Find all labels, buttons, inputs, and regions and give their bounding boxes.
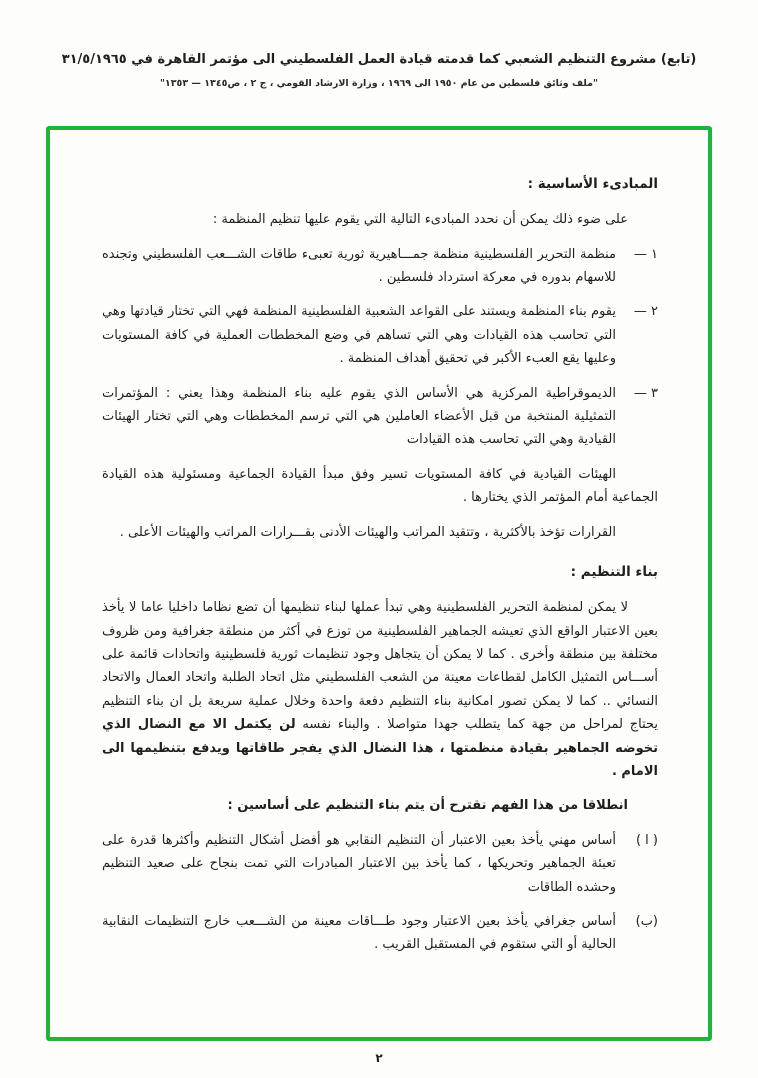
paragraph-leadership: الهيئات القيادية في كافة المستويات تسير وفق مبدأ القيادة الجماعية ومسئولية هذه القيادة الجماعية أمام المؤتمر الذي يختارها . <box>102 466 658 506</box>
page-footer <box>0 1047 758 1066</box>
item-text: منظمة التحرير الفلسطينية منظمة جمـــاهيرية ثورية تعبىء طاقات الشـــعب الفلسطيني وتجنده للاسهام بدوره في معركة استرداد فلسطين . <box>102 246 616 286</box>
lettered-item-b <box>102 910 658 957</box>
paragraph-building <box>102 596 658 783</box>
paragraph-decisions: القرارات تؤخذ بالأكثرية ، وتتقيد المراتب والهيئات الأدنى بقـــرارات المراتب والهيئات الأعلى . <box>119 524 616 540</box>
item-number: ٢ — <box>633 304 658 320</box>
item-text: يقوم بناء المنظمة ويستند على القواعد الشعبية الفلسطينية المنظمة فهي التي تختار قيادتها وهي التي تحاسب هذه القيادات وهي التي تساهم في وضع المخططات العملية في كافة المستويات وعليها يقع العبء الأكبر في تحقيق أهداف المنظمة . <box>102 304 616 367</box>
document-header <box>0 0 758 89</box>
item-text: أساس مهني يأخذ بعين الاعتبار أن التنظيم النقابي هو أفضل أشكال التنظيم وأكثرها قدرة على تعبئة الجماهير وتحريكها ، كما يأخذ بين الاعتبار المبادرات التي تمت بنجاح على صعيد التنظيم وحشده الطاقات <box>102 832 616 895</box>
item-text: الديموقراطية المركزية هي الأساس الذي يقوم عليه بناء المنظمة وهذا يعني : المؤتمرات التمثيلية المنتخبة من قبل الأعضاء العاملين هي التي ترسم المخططات وهي التي تختار الهيئات القيادية وهي التي تحاسب هذه القيادات <box>102 385 616 448</box>
paragraph-building-normal: لا يمكن لمنظمة التحرير الفلسطينية وهي تبدأ عملها لبناء تنظيمها أن تضع نظاما داخليا عاما لا يأخذ بعين الاعتبار الواقع الذي تعيشه الجماهير الفلسطينية من توزع في أكثر من منطقة جغرافية ومن ظروف مختلفة بين منطقة وأخرى . كما لا يمكن أن يتجاهل وجود تنظيمات ثورية فلسطينية واتحادات قائمة على أســـاس التمثيل الكامل لقطاعات معينة من الشعب الفلسطيني مثل اتحاد الطلبة واتحاد العمال والاتحاد النسائي .. كما لا يمكن تصور امكانية بناء التنظيم دفعة واحدة وخلال عملية سريعة بل ان بناء التنظيم يحتاج لمراحل من جهة كما يتطلب جهدا متواصلا . والبناء نفسه <box>102 600 658 733</box>
lettered-item-a <box>102 829 658 899</box>
green-content-frame <box>46 126 712 1041</box>
section-title-principles: المبادىء الأساسية : <box>527 176 658 192</box>
item-letter: ( ا ) <box>635 832 658 848</box>
paragraph-proposal: انطلاقا من هذا الفهم نقترح أن يتم بناء التنظيم على أساسين : <box>227 798 628 814</box>
paragraph-building-bold: لن يكتمل الا مع النضال الذي تخوضه الجماهير بقيادة منظمتها ، هذا النضال الذي يفجر طاقاتها ويدفع بتنظيمها الى الامام . <box>102 717 658 780</box>
numbered-item-1 <box>102 243 658 290</box>
section-title-building: بناء التنظيم : <box>570 563 658 580</box>
header-title: (تابع) مشروع التنظيم الشعبي كما قدمته قيادة العمل الفلسطيني الى مؤتمر القاهرة في ٣١/٥/١٩٦٥ <box>61 52 697 67</box>
item-letter: (ب) <box>635 913 658 929</box>
item-number: ٣ — <box>633 385 658 401</box>
item-text: أساس جغرافي يأخذ بعين الاعتبار وجود طـــاقات معينة من الشـــعب خارج التنظيمات النقابية الحالية أو التي ستقوم في المستقبل القريب . <box>102 913 616 953</box>
header-source-citation: "ملف وثائق فلسطين من عام ١٩٥٠ الى ١٩٦٩ ، وزارة الارشاد القومي ، ج ٢ ، ص١٣٤٥ — ١٣٥٣" <box>159 78 599 89</box>
item-number: ١ — <box>633 246 658 262</box>
page-number: ٢ <box>375 1051 383 1065</box>
numbered-item-2 <box>102 300 658 370</box>
numbered-item-3 <box>102 382 658 452</box>
principles-intro: على ضوء ذلك يمكن أن نحدد المبادىء التالية التي يقوم عليها تنظيم المنظمة : <box>212 212 628 228</box>
